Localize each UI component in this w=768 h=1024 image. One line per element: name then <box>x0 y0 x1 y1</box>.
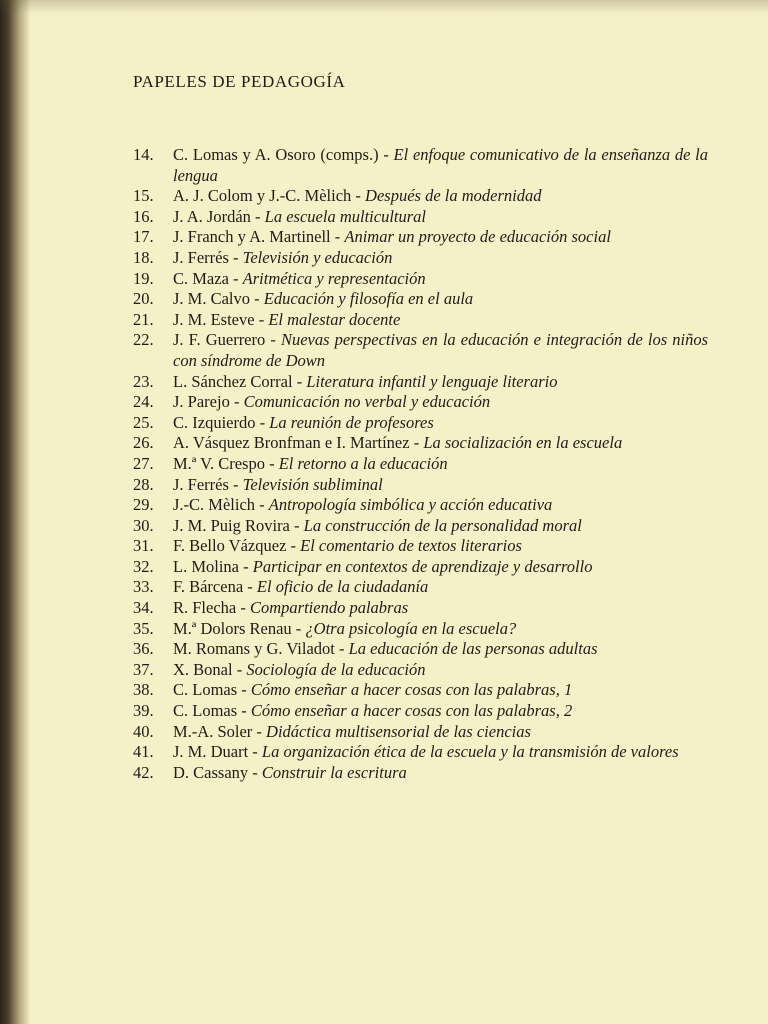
entry-author: C. Izquierdo - <box>173 412 270 432</box>
entry-text <box>173 454 708 475</box>
entry-title: Didáctica multisensorial de las ciencias <box>266 721 531 741</box>
list-item <box>133 660 708 681</box>
entry-title: La organización ética de la escuela y la transmisión de valores <box>261 742 679 762</box>
list-item <box>133 248 708 269</box>
entry-title: Participar en contextos de aprendizaje y desarrollo <box>252 556 593 576</box>
entry-text <box>173 742 708 763</box>
list-item <box>133 475 708 496</box>
entry-text <box>173 701 708 722</box>
entry-number: 20. <box>133 289 154 309</box>
entry-text <box>173 392 708 413</box>
list-item <box>133 680 708 701</box>
entry-number: 35. <box>133 618 154 638</box>
list-item <box>133 598 708 619</box>
entry-text <box>173 289 708 310</box>
entry-author: A. Vásquez Bronfman e I. Martínez - <box>173 433 424 453</box>
entry-number: 39. <box>133 701 154 721</box>
entry-author: R. Flecha - <box>173 598 250 618</box>
entry-author: D. Cassany - <box>173 762 262 782</box>
entry-title: Después de la modernidad <box>365 186 542 206</box>
entry-number: 19. <box>133 268 154 288</box>
entry-author: C. Lomas y A. Osoro (comps.) - <box>173 145 394 164</box>
entry-title: El oficio de la ciudadanía <box>256 577 429 597</box>
entry-author: M. Romans y G. Viladot - <box>173 639 349 659</box>
entry-number: 42. <box>133 762 154 782</box>
entry-author: J. Ferrés - <box>173 474 243 494</box>
entry-title: El enfoque comunicativo de la enseñanza de la lengua <box>173 145 708 185</box>
entry-title: Sociología de la educación <box>246 659 426 679</box>
entry-text <box>173 639 708 660</box>
entry-text <box>173 722 708 743</box>
entry-number: 16. <box>133 206 154 226</box>
entry-title: La construcción de la personalidad moral <box>303 515 582 535</box>
entry-author: A. J. Colom y J.-C. Mèlich - <box>173 186 366 206</box>
list-item <box>133 639 708 660</box>
entry-number: 17. <box>133 227 154 247</box>
entry-title: Televisión y educación <box>242 247 393 267</box>
list-item <box>133 413 708 434</box>
entry-number: 23. <box>133 371 154 391</box>
list-item <box>133 145 708 186</box>
entry-text <box>173 536 708 557</box>
page-binding-edge <box>0 0 30 1024</box>
entry-number: 33. <box>133 577 154 597</box>
entry-author: F. Bello Vázquez - <box>173 536 301 556</box>
list-item <box>133 619 708 640</box>
entry-title: Comunicación no verbal y educación <box>243 392 491 412</box>
entry-author: J. A. Jordán - <box>173 206 265 226</box>
entry-text <box>173 577 708 598</box>
entry-title: Nuevas perspectivas en la educación e integración de los niños con síndrome de Down <box>173 330 708 370</box>
entry-text <box>173 248 708 269</box>
entry-title: La educación de las personas adultas <box>348 639 598 659</box>
entry-title: El retorno a la educación <box>278 453 448 473</box>
entry-text <box>173 227 708 248</box>
list-item <box>133 701 708 722</box>
entry-text <box>173 310 708 331</box>
list-item <box>133 433 708 454</box>
entry-author: F. Bárcena - <box>173 577 257 597</box>
entry-author: J. M. Esteve - <box>173 309 269 329</box>
entry-text <box>173 475 708 496</box>
entry-number: 25. <box>133 412 154 432</box>
entry-number: 31. <box>133 536 154 556</box>
entry-number: 14. <box>133 145 154 164</box>
entry-author: C. Maza - <box>173 268 243 288</box>
list-item <box>133 372 708 393</box>
entry-text <box>173 269 708 290</box>
entry-number: 29. <box>133 495 154 515</box>
entry-author: J. M. Puig Rovira - <box>173 515 304 535</box>
entry-number: 21. <box>133 309 154 329</box>
list-item <box>133 392 708 413</box>
entry-author: L. Molina - <box>173 556 253 576</box>
entry-number: 36. <box>133 639 154 659</box>
list-item <box>133 289 708 310</box>
series-header: PAPELES DE PEDAGOGÍA <box>133 72 346 91</box>
entry-number: 26. <box>133 433 154 453</box>
entry-text <box>173 207 708 228</box>
page-top-shadow <box>0 0 768 14</box>
entry-title: El malestar docente <box>268 309 401 329</box>
entry-text <box>173 433 708 454</box>
entry-text <box>173 660 708 681</box>
entry-author: X. Bonal - <box>173 659 247 679</box>
entry-text <box>173 619 708 640</box>
list-item <box>133 763 708 784</box>
entry-text <box>173 145 708 186</box>
entry-title: Literatura infantil y lenguaje literario <box>306 371 558 391</box>
entry-title: La socialización en la escuela <box>423 433 623 453</box>
entry-text <box>173 495 708 516</box>
list-item <box>133 330 708 371</box>
entry-title: ¿Otra psicología en la escuela? <box>305 618 517 638</box>
entry-title: La escuela multicultural <box>264 206 426 226</box>
entry-number: 15. <box>133 186 154 206</box>
entry-author: J. F. Guerrero - <box>173 330 281 350</box>
entry-title: Animar un proyecto de educación social <box>344 227 611 247</box>
list-item <box>133 227 708 248</box>
entry-author: L. Sánchez Corral - <box>173 371 307 391</box>
entry-text <box>173 372 708 393</box>
list-item <box>133 454 708 475</box>
book-list <box>133 145 708 783</box>
entry-title: Construir la escritura <box>261 762 407 782</box>
list-item <box>133 536 708 557</box>
list-item <box>133 269 708 290</box>
list-item <box>133 557 708 578</box>
entry-title: Antropología simbólica y acción educativa <box>268 495 553 515</box>
list-item <box>133 186 708 207</box>
entry-number: 38. <box>133 680 154 700</box>
entry-author: J. Franch y A. Martinell - <box>173 227 345 247</box>
entry-number: 18. <box>133 247 154 267</box>
entry-number: 41. <box>133 742 154 762</box>
list-item <box>133 495 708 516</box>
entry-author: J.-C. Mèlich - <box>173 495 269 515</box>
entry-text <box>173 598 708 619</box>
entry-text <box>173 330 708 371</box>
entry-number: 32. <box>133 556 154 576</box>
list-item <box>133 310 708 331</box>
entry-number: 27. <box>133 453 154 473</box>
entry-text <box>173 413 708 434</box>
entry-number: 28. <box>133 474 154 494</box>
entry-number: 40. <box>133 721 154 741</box>
entry-title: El comentario de textos literarios <box>300 536 522 556</box>
list-item <box>133 742 708 763</box>
entry-author: M.-A. Soler - <box>173 721 267 741</box>
entry-title: Cómo enseñar a hacer cosas con las palabras, 2 <box>250 701 573 721</box>
entry-title: Compartiendo palabras <box>249 598 409 618</box>
entry-text <box>173 186 708 207</box>
entry-number: 34. <box>133 598 154 618</box>
list-item <box>133 722 708 743</box>
entry-title: La reunión de profesores <box>269 412 434 432</box>
entry-author: J. M. Duart - <box>173 742 262 762</box>
entry-title: Televisión subliminal <box>242 474 383 494</box>
entry-number: 24. <box>133 392 154 412</box>
entry-number: 22. <box>133 330 154 350</box>
entry-text <box>173 516 708 537</box>
entry-text <box>173 680 708 701</box>
entry-author: M.ª V. Crespo - <box>173 453 279 473</box>
entry-number: 30. <box>133 515 154 535</box>
list-item <box>133 516 708 537</box>
entry-title: Educación y filosofía en el aula <box>263 289 474 309</box>
entry-title: Aritmética y representación <box>242 268 426 288</box>
entry-author: J. Ferrés - <box>173 247 243 267</box>
entry-text <box>173 763 708 784</box>
entry-author: C. Lomas - <box>173 680 251 700</box>
list-item <box>133 577 708 598</box>
entry-number: 37. <box>133 659 154 679</box>
entry-author: J. Parejo - <box>173 392 244 412</box>
entry-author: M.ª Dolors Renau - <box>173 618 306 638</box>
entry-author: C. Lomas - <box>173 701 251 721</box>
entry-title: Cómo enseñar a hacer cosas con las palabras, 1 <box>250 680 573 700</box>
entry-text <box>173 557 708 578</box>
list-item <box>133 207 708 228</box>
entry-author: J. M. Calvo - <box>173 289 264 309</box>
